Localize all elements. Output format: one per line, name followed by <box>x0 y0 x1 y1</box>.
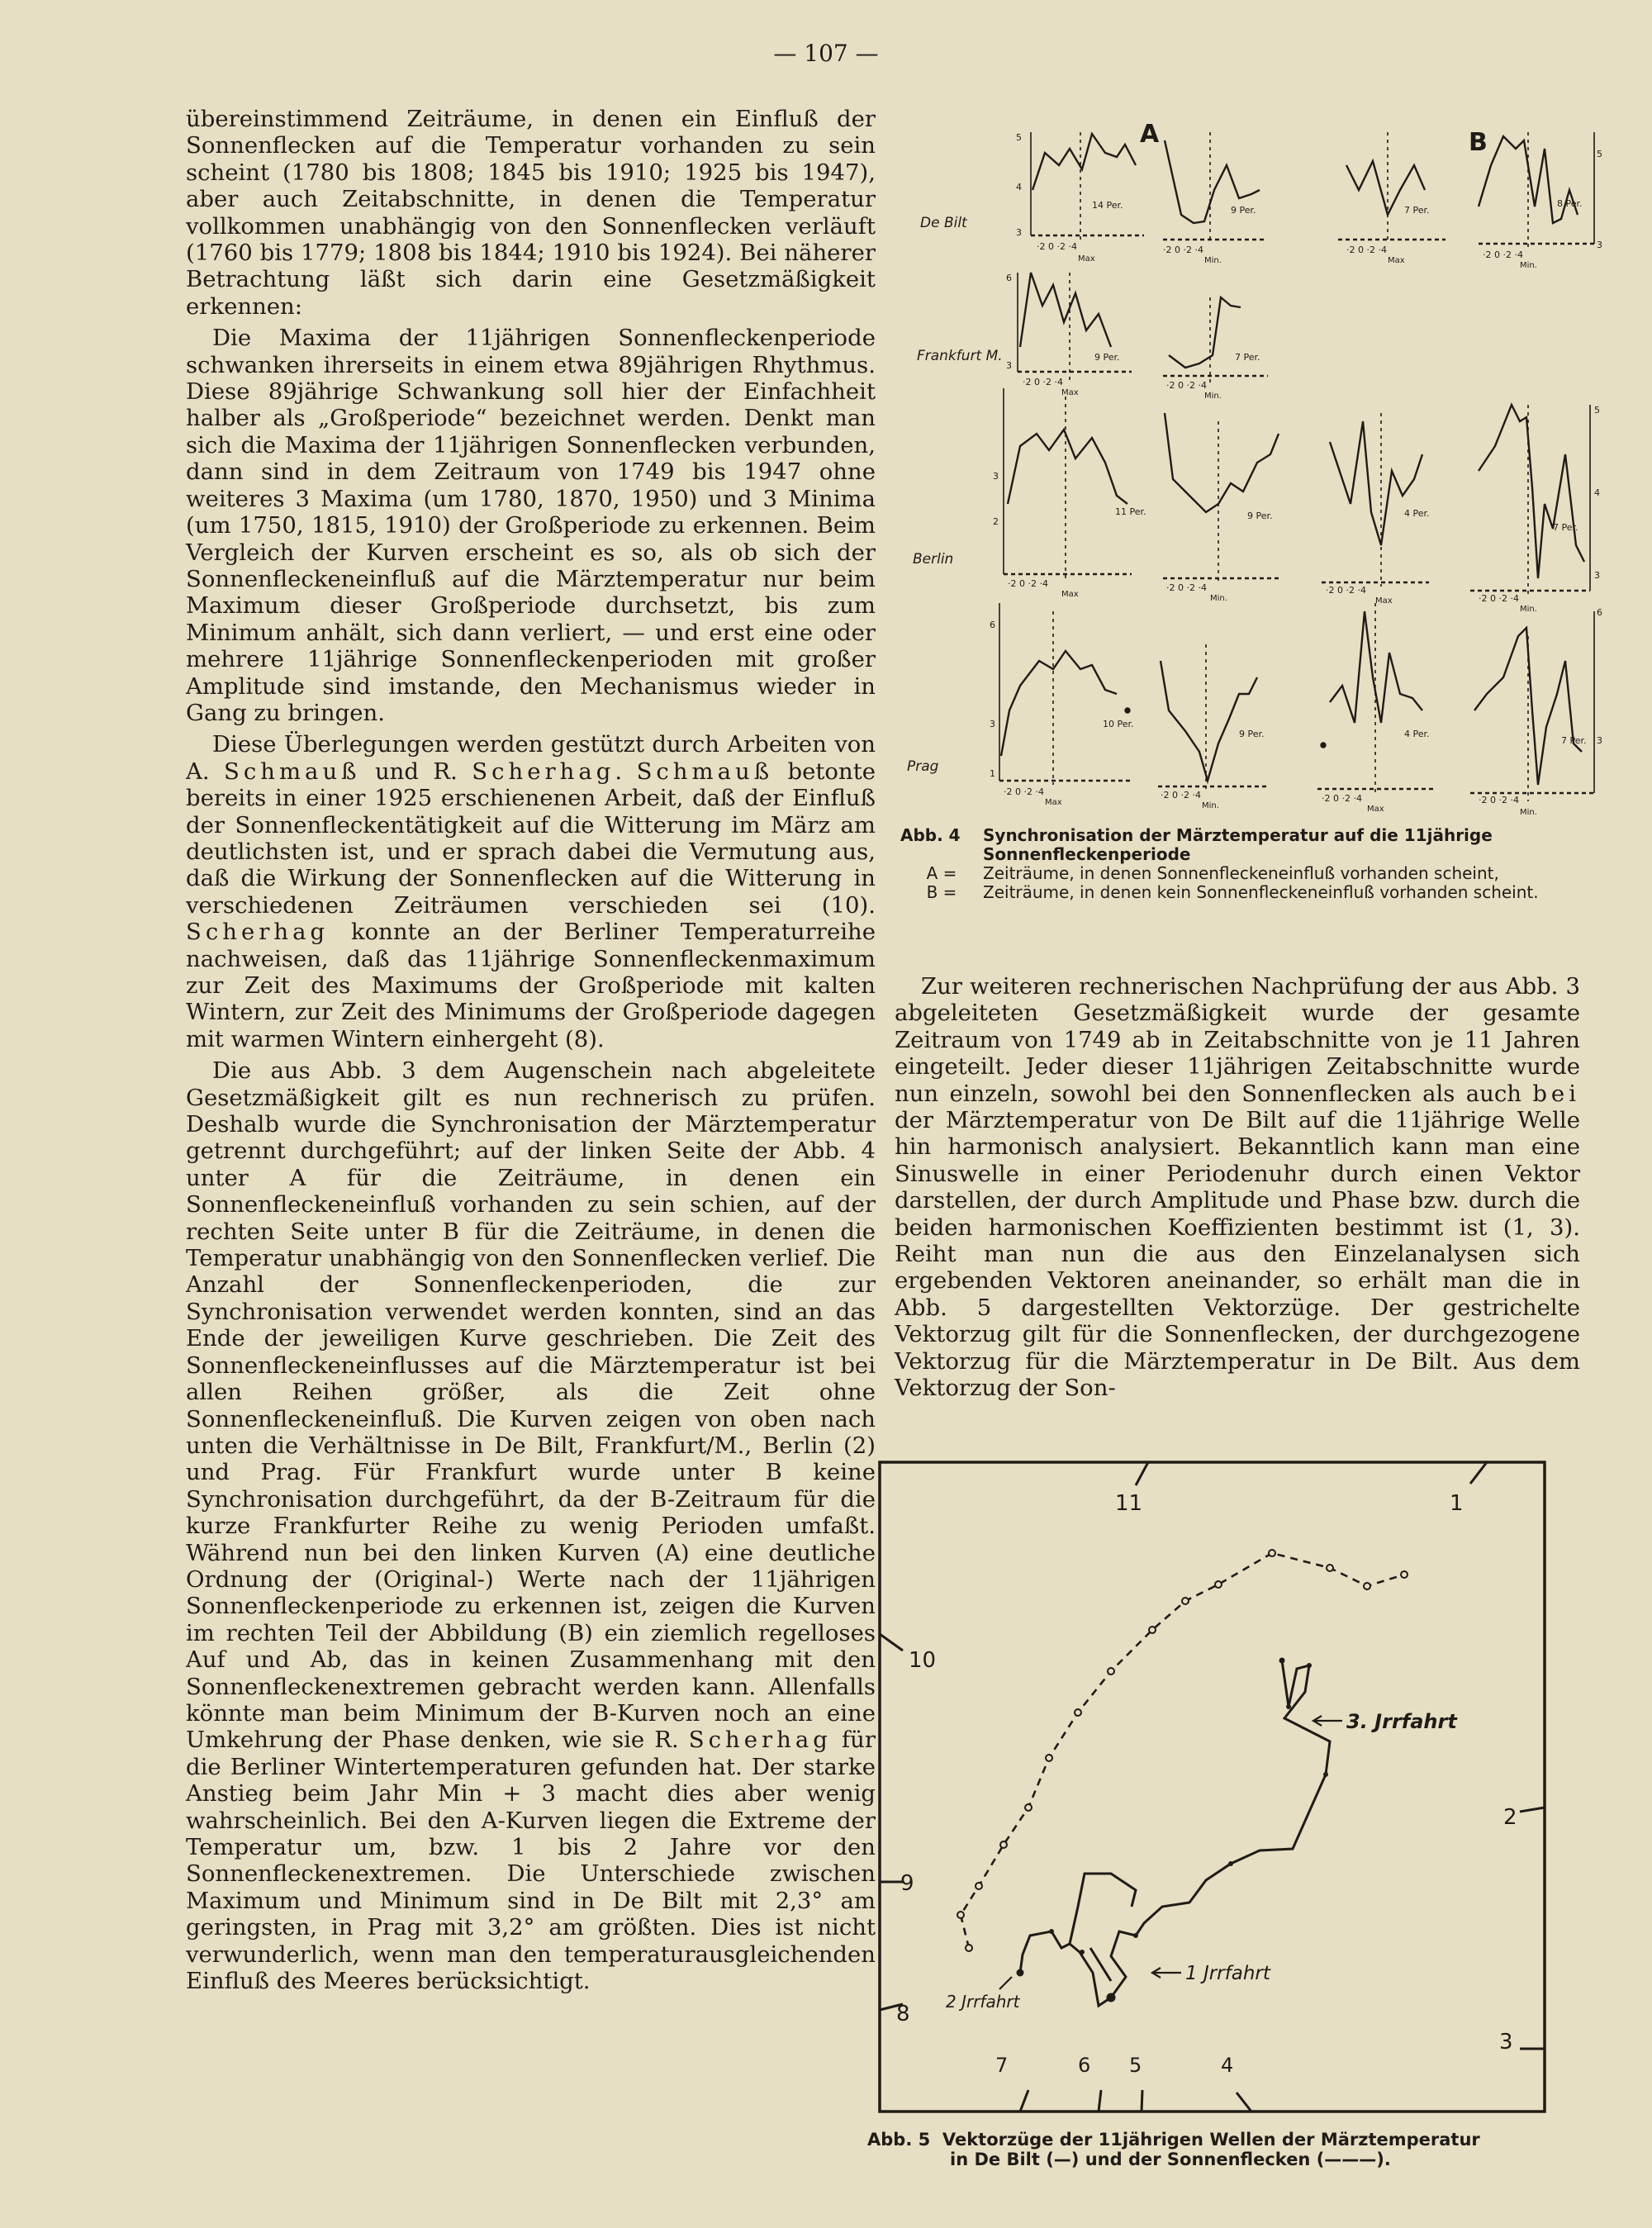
tick-min: Min. <box>1520 808 1537 817</box>
page-number: — 107 — <box>773 40 879 67</box>
period-label: 7 Per. <box>1404 205 1430 216</box>
right-column <box>895 973 1580 1402</box>
tick-label: ·2 0 ·2 ·4 <box>1326 585 1366 596</box>
y-tick: 6 <box>1006 273 1012 283</box>
group-b-label: B <box>1469 128 1488 157</box>
annotation-3-jrrfahrt: 3. Jrrfahrt <box>1346 1710 1457 1733</box>
station-frankfurt: Frankfurt M. <box>917 348 1003 364</box>
author-scherhag: Scherhag <box>472 758 615 785</box>
station-berlin: Berlin <box>913 551 954 568</box>
period-label: 14 Per. <box>1092 200 1123 211</box>
text-run: . <box>615 758 637 785</box>
prag-b-max-panel <box>1317 603 1433 814</box>
y-tick: 3 <box>990 719 995 729</box>
caption-key-b: B = <box>926 882 957 902</box>
author-scherhag: Scherhag <box>688 1727 832 1754</box>
text-run: der Märztemperatur von De Bilt auf die 11jährige Welle hin harmonisch analysiert. Bekanntlich kann man eine Sinuswelle in einer Periodenuhr durch einen Vektor darstellen, der durch Amplitude und Phase bzw. durch die beiden harmonischen Koeffizienten bestimmt ist (1, 3). Reiht man nun die aus den Einzelanalysen sich ergebenden Vektoren aneinander, so erhält man die in Abb. 5 dargestellten Vektorzüge. Der gestrichelte Vektorzug gilt für die Sonnenflecken, der durchgezogene Vektorzug für die Märztemperatur in De Bilt. Aus dem Vektorzug der Son- <box>895 1107 1580 1402</box>
tick-label: ·2 0 ·2 ·4 <box>1166 582 1207 593</box>
y-tick: 5 <box>1597 149 1602 159</box>
sunspot-vector-train <box>961 1553 1404 1948</box>
tick-label: ·2 0 ·2 ·4 <box>1004 786 1044 797</box>
figure-5-plot <box>863 1461 1549 2121</box>
tick-max: Max <box>1078 254 1095 264</box>
tick-min: Min. <box>1520 605 1537 614</box>
tick-label: ·2 0 ·2 ·4 <box>1008 578 1048 589</box>
caption-text: Vektorzüge der 11jährigen Wellen der Märztemperatur <box>942 2130 1480 2150</box>
temperature-vector-train <box>1111 1660 1330 1998</box>
clock-1: 1 <box>1450 1491 1464 1516</box>
period-label: 7 Per. <box>1561 735 1587 746</box>
debilt-b-max-panel <box>1338 132 1446 265</box>
text-run: und R. <box>360 758 472 785</box>
tick-label: ·2 0 ·2 ·4 <box>1322 793 1362 804</box>
figure-5-frame <box>880 1462 1545 2112</box>
clock-4: 4 <box>1221 2054 1234 2077</box>
tick-max: Max <box>1367 805 1384 814</box>
period-label: 9 Per. <box>1094 352 1120 363</box>
figure-5-caption <box>867 2130 1594 2169</box>
berlin-b-max-panel <box>1322 413 1430 606</box>
tick-label: ·2 0 ·2 ·4 <box>1479 593 1519 604</box>
period-label: 11 Per. <box>1115 506 1146 517</box>
tick-min: Min. <box>1210 594 1227 603</box>
y-tick: 4 <box>1016 182 1022 192</box>
caption-text-2: in De Bilt (—) und der Sonnenflecken (———). <box>950 2150 1391 2169</box>
figure-4 <box>900 116 1602 826</box>
debilt-a-max-panel <box>1031 132 1144 264</box>
paragraph-4 <box>186 1057 876 1994</box>
station-de-bilt: De Bilt <box>920 215 967 231</box>
period-label: 8 Per. <box>1557 198 1583 209</box>
y-tick: 3 <box>1594 570 1600 581</box>
tick-min: Min. <box>1204 392 1222 401</box>
period-label: 4 Per. <box>1404 729 1430 739</box>
y-tick: 1 <box>990 768 995 779</box>
y-tick: 6 <box>1597 607 1602 618</box>
tick-min: Min. <box>1204 256 1222 265</box>
y-tick: 6 <box>990 620 995 630</box>
caption-key-a: A = <box>926 863 957 883</box>
tick-label: ·2 0 ·2 ·4 <box>1163 245 1203 255</box>
caption-label: Abb. 4 <box>900 825 961 845</box>
period-label: 4 Per. <box>1404 508 1430 519</box>
tick-min: Min. <box>1202 801 1219 810</box>
y-tick: 4 <box>1594 487 1600 498</box>
period-label: 7 Per. <box>1235 352 1260 363</box>
y-tick: 3 <box>1597 735 1602 746</box>
tick-max: Max <box>1061 590 1079 599</box>
tick-label: ·2 0 ·2 ·4 <box>1346 245 1387 255</box>
period-label: 9 Per. <box>1231 205 1256 216</box>
paragraph-3 <box>186 731 876 1052</box>
prag-a-max-panel <box>990 603 1134 807</box>
prag-a-min-panel <box>1158 644 1268 810</box>
figure-5 <box>863 1461 1549 2121</box>
clock-3: 3 <box>1499 2030 1513 2055</box>
text-run: für die Berliner Wintertemperaturen gefunden hat. Der starke Anstieg beim Jahr Min + 3 macht dies aber wenig wahrscheinlich. Bei den A-Kurven liegen die Extreme der Temperatur um, bzw. 1 bis 2 Jahre vor den Sonnenfleckenextremen. Die Unterschiede zwischen Maximum und Minimum sind in De Bilt mit 2,3° am geringsten, in Prag mit 3,2° am größten. Dies ist nicht verwunderlich, wenn man den temperaturausgleichenden Einfluß des Meeres berücksichtigt. <box>186 1727 876 1995</box>
text-run: Die aus Abb. 3 dem Augenschein nach abgeleitete Gesetzmäßigkeit gilt es nun rechnerisch zu prüfen. Deshalb wurde die Synchronisation der Märztemperatur getrennt durchgeführt; auf der linken Seite der Abb. 4 unter A für die Zeiträume, in denen ein Sonnenfleckeneinfluß vorhanden zu sein schien, auf der rechten Seite unter B für die Zeiträume, in denen die Temperatur unabhängig von den Sonnenflecken verlief. Die Anzahl der Sonnenfleckenperioden, die zur Synchronisation verwendet werden konnten, sind an das Ende der jeweiligen Kurve geschrieben. Die Zeit des Sonnenfleckeneinflusses auf die Märztemperatur ist bei allen Reihen größer, als die Zeit ohne Sonnenfleckeneinfluß. Die Kurven zeigen von oben nach unten die Verhältnisse in De Bilt, Frankfurt/M., Berlin (2) und Prag. Für Frankfurt wurde unter B keine Synchronisation durchgeführt, da der B-Zeitraum für die kurze Frankfurter Reihe zu wenig Perioden umfaßt. Während nun bei den linken Kurven (A) eine deutliche Ordnung der (Original-) Werte nach der 11jährigen Sonnenfleckenperiode zu erkennen ist, zeigen die Kurven im rechten Teil der Abbildung (B) ein ziemlich regelloses Auf und Ab, das in keinen Zusammenhang mit den Sonnenfleckenextremen gebracht werden kann. Allenfalls könnte man beim Minimum der B-Kurven noch an eine Umkehrung der Phase denken, wie sie R. <box>186 1057 876 1754</box>
period-label: 7 Per. <box>1553 522 1578 533</box>
frankfurt-a-min-panel <box>1163 297 1268 401</box>
berlin-a-max-panel <box>993 388 1146 599</box>
text-run: betonte bereits in einer 1925 erschienenen Arbeit, daß der Einfluß der Sonnenfleckentätigkeit auf die Witterung im März am deutlichsten ist, und er sprach dabei die Vermutung aus, daß die Wirkung der Sonnenflecken auf die Witterung in verschiedenen Zeiträumen verschieden sei (10). <box>186 758 876 919</box>
tick-label: ·2 0 ·2 ·4 <box>1483 249 1523 260</box>
annotation-2-jrrfahrt: 2 Jrrfahrt <box>946 1992 1020 2012</box>
paragraph-2: Die Maxima der 11jährigen Sonnenfleckenperiode schwanken ihrerseits in einem etwa 89jährigen Rhythmus. Diese 89jährige Schwankung soll hier der Einfachheit halber als „Großperiode“ bezeichnet werden. Denkt man sich die Maxima der 11jährigen Sonnenflecken verbunden, dann sind in dem Zeitraum von 1749 bis 1947 ohne weiteres 3 Maxima (um 1780, 1870, 1950) und 3 Minima (um 1750, 1815, 1910) der Großperiode zu erkennen. Beim Vergleich der Kurven erscheint es so, als ob sich der Sonnenfleckeneinfluß auf die Märztemperatur nur beim Maximum dieser Großperiode durchsetzt, bis zum Minimum anhält, sich dann verliert, — und erst eine oder mehrere 11jährige Sonnenfleckenperioden mit großer Amplitude sind imstande, den Mechanismus wieder in Gang zu bringen. <box>186 325 876 726</box>
text-run: Zur weiteren rechnerischen Nachprüfung der aus Abb. 3 abgeleiteten Gesetzmäßigkeit wurde der gesamte Zeitraum von 1749 ab in Zeitabschnitte von je 11 Jahren eingeteilt. Jeder dieser 11jährigen Zeitabschnitte wurde nun einzeln, sowohl bei den Sonnenflecken als auch <box>895 973 1580 1107</box>
y-tick: 5 <box>1594 405 1600 416</box>
clock-11: 11 <box>1115 1491 1143 1516</box>
author-schmauss: Schmauß <box>636 758 774 785</box>
caption-label: Abb. 5 <box>867 2130 931 2150</box>
tick-label: ·2 0 ·2 ·4 <box>1166 380 1207 391</box>
prag-b-min-panel <box>1470 607 1602 817</box>
station-prag: Prag <box>907 758 939 775</box>
clock-7: 7 <box>995 2054 1009 2077</box>
spaced-word: bei <box>1532 1080 1580 1107</box>
tick-max: Max <box>1388 256 1405 265</box>
tick-label: ·2 0 ·2 ·4 <box>1037 241 1077 252</box>
tick-max: Max <box>1375 596 1393 606</box>
paragraph-5 <box>895 973 1580 1402</box>
clock-9: 9 <box>900 1871 914 1896</box>
y-tick: 3 <box>1597 240 1602 250</box>
paragraph-1: übereinstimmend Zeiträume, in denen ein Einfluß der Sonnenflecken auf die Temperatur vorhanden zu sein scheint (1780 bis 1808; 1845 bis 1910; 1925 bis 1947), aber auch Zeitabschnitte, in denen die Temperatur vollkommen unabhängig von den Sonnenflecken verläuft (1760 bis 1779; 1808 bis 1844; 1910 bis 1924). Bei näherer Betrachtung läßt sich darin eine Gesetzmäßigkeit erkennen: <box>186 106 876 320</box>
caption-b-text: Zeiträume, in denen kein Sonnenfleckeneinfluß vorhanden scheint. <box>983 882 1539 902</box>
caption-a-text: Zeiträume, in denen Sonnenfleckeneinfluß vorhanden scheint, <box>983 863 1499 883</box>
figure-4-caption <box>900 826 1594 902</box>
berlin-a-min-panel <box>1163 413 1280 603</box>
y-tick: 3 <box>1016 227 1022 238</box>
debilt-b-min-panel <box>1479 132 1602 270</box>
period-label: 9 Per. <box>1247 511 1273 521</box>
clock-2: 2 <box>1503 1805 1517 1830</box>
y-tick: 2 <box>993 516 999 527</box>
frankfurt-a-max-panel <box>1006 273 1132 397</box>
annotation-1-jrrfahrt: 1 Jrrfahrt <box>1185 1963 1270 1984</box>
clock-10: 10 <box>909 1648 937 1673</box>
period-label: 9 Per. <box>1239 729 1265 739</box>
tick-max: Max <box>1045 798 1062 807</box>
berlin-b-min-panel <box>1470 405 1600 614</box>
tick-label: ·2 0 ·2 ·4 <box>1479 795 1519 805</box>
clock-8: 8 <box>896 2002 910 2026</box>
tick-label: ·2 0 ·2 ·4 <box>1161 790 1201 800</box>
clock-6: 6 <box>1078 2054 1091 2077</box>
tick-max: Max <box>1061 388 1079 397</box>
text-run: Diese Überlegungen werden gestützt durch Arbeiten von A. <box>186 731 876 785</box>
clock-5: 5 <box>1129 2054 1142 2077</box>
tick-label: ·2 0 ·2 ·4 <box>1023 377 1063 387</box>
y-tick: 3 <box>993 471 999 482</box>
debilt-a-min-panel <box>1163 132 1264 265</box>
author-schmauss: Schmauß <box>224 758 361 785</box>
left-column <box>186 106 876 1999</box>
caption-title: Synchronisation der Märztemperatur auf die 11jährige Sonnenfleckenperiode <box>983 825 1493 864</box>
y-tick: 3 <box>1006 360 1012 371</box>
text-run: konnte an der Berliner Temperaturreihe nachweisen, daß das 11jährige Sonnenfleckenmaximum zur Zeit des Maximums der Großperiode mit kalten Wintern, zur Zeit des Minimums der Großperiode dagegen mit warmen Wintern einhergeht (8). <box>186 919 876 1052</box>
period-label: 10 Per. <box>1103 719 1134 729</box>
group-a-label: A <box>1140 120 1160 149</box>
y-tick: 5 <box>1016 132 1022 143</box>
tick-min: Min. <box>1520 261 1537 270</box>
author-scherhag: Scherhag <box>186 919 330 946</box>
figure-4-plot <box>900 116 1602 826</box>
